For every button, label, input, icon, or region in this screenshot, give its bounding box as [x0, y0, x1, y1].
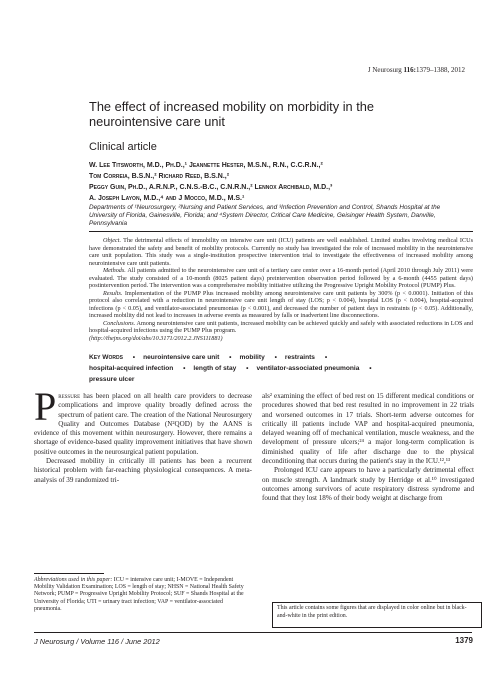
keywords-label: Key Words — [89, 354, 123, 361]
abstract — [89, 237, 473, 342]
footer-journal-info: J Neurosurg / Volume 116 / June 2012 — [34, 637, 160, 646]
abstract-heading: Results. — [103, 289, 123, 297]
keyword: pressure ulcer — [89, 376, 135, 383]
keywords: Key Words • neurointensive care unit • mobility • restraints • hospital-acquired infection • length of stay • ventilator-associated pneumonia • pressure ulcer — [89, 354, 372, 383]
lead-word: ressure — [58, 392, 81, 400]
keyword: ventilator-associated pneumonia — [256, 365, 360, 372]
author: Lennox Archibald, M.D.,³ — [254, 184, 333, 191]
abbreviations-footnote: Abbreviations used in this paper: ICU = intensive care unit; I-MOVE = Independent Mobility Validation Examination; LOS = length of stay; NHSN = National Health Safety Network; PUMP = Progressive Upright Mobility Protocol; SUF = Shands Hospital at the University of Florida; UTI = urinary tract infection; VAP = ventilator-associated pneumonia. — [34, 577, 244, 612]
abstract-results: Results. Implementation of the PUMP Plus increased mobility among neurointensive care unit patients by 300% (p < 0.0001). Initiation of this protocol also correlated with a reduction in neurointensive care unit length of stay (LOS; p < 0.004), hospital LOS (p < 0.004), hospital-acquired infections (p < 0.05), and ventilator-associated pneumonias (p < 0.001), and decreased the number of patient days in restraints (p < 0.05). Additionally, increased mobility did not lead to increases in adverse events as measured by falls or inadvertent line disconnections. — [89, 289, 473, 319]
abstract-conclusions: Conclusions. Among neurointensive care unit patients, increased mobility can be achieved quickly and safely with associated reductions in LOS and hospital-acquired infections using the PUMP Plus program. (http://thejns.org/doi/abs/10.3171/2012.2.JNS111881) — [89, 319, 473, 342]
paragraph: Decreased mobility in critically ill patients has been a recurrent historical problem with far-reaching physiological consequences. A meta-analysis of 39 randomized tri- — [34, 457, 252, 484]
color-note-box: This article contains some figures that are displayed in color online but in black-and-white in the print edition. — [272, 602, 482, 628]
keyword: restraints — [284, 354, 315, 361]
paragraph: has been placed on all health care providers to decrease complications and improve quality broadly defined across the spectrum of patient care. The creation of the National Neurosurgery Quality and Outcomes Database (N²QOD) by the AANS is evidence of this movement within neurosurgery. However, there remains a shortage of evidence-based quality improvement initiatives that have shown positive outcomes in the neurosurgical patient population. — [34, 392, 252, 456]
page-number: 1379 — [455, 636, 473, 645]
journal-name: J Neurosurg — [367, 66, 402, 74]
abstract-object: Object. The detrimental effects of immobility on intensive care unit (ICU) patients are well established. Limited studies involving medical ICUs have demonstrated the safety and benefit of mobility protocols. Currently no study has investigated the role of increased mobility in the neurointensive care unit population. This study was a single-institution prospective intervention trial to investigate the effectiveness of increased mobility among neurointensive care unit patients. — [89, 237, 473, 267]
abstract-heading: Object. — [103, 237, 122, 244]
paragraph: Prolonged ICU care appears to have a particularly detrimental effect on muscle strength. A landmark study by Herridge et al.¹⁰ investigated outcomes among survivors of acute respiratory distress syndrome and found that they lost 18% of their body weight at discharge from — [262, 466, 474, 503]
author: and J Mocco, M.D., M.S.¹ — [165, 195, 245, 202]
abstract-methods: Methods. All patients admitted to the neurointensive care unit of a tertiary care center over a 16-month period (April 2010 through July 2011) were evaluated. The study consisted of a 10-month (8025 patient days) preintervention observation period followed by a 6-month (4455 patient days) postintervention period. The intervention was a comprehensive mobility initiative utilizing the Progressive Upright Mobility Protocol (PUMP) Plus. — [89, 267, 473, 289]
author: A. Joseph Layon, M.D.,⁴ — [89, 195, 164, 202]
journal-pages: 1379–1388, 2012 — [416, 66, 465, 74]
keyword: neurointensive care unit — [143, 354, 220, 361]
author: Richard Reed, B.S.N.,² — [158, 173, 230, 180]
journal-volume: 116: — [403, 66, 416, 74]
body-column-2 — [262, 392, 474, 504]
divider — [89, 231, 473, 232]
author: Tom Correia, B.S.N.,² — [89, 173, 157, 180]
article-type: Clinical article — [89, 141, 157, 153]
footer-rule — [34, 632, 472, 633]
keyword: hospital-acquired infection — [89, 365, 174, 372]
affiliations: Departments of ¹Neurosurgery, ²Nursing and Patient Services, and ³Infection Prevention and Control, Shands Hospital at the University of Florida, Gainesville, Florida; and ⁴System Director, Critical Care Medicine, Geisinger Health System, Danville, Pennsylvania — [89, 204, 441, 228]
author: W. Lee Titsworth, M.D., Ph.D.,¹ — [89, 162, 187, 169]
author: Jeannette Hester, M.S.N., R.N., C.C.R.N.,² — [188, 162, 323, 169]
body-column-1 — [34, 384, 252, 485]
footnote-rule — [34, 573, 104, 574]
doi-link[interactable]: (http://thejns.org/doi/abs/10.3171/2012.2.JNS111881) — [89, 334, 223, 342]
paragraph: als² examining the effect of bed rest on 15 different medical conditions or procedures showed that bed rest resulted in no improvement in 22 trials and worsened outcomes in 17 trials. Short-term adverse outcomes for critically ill patients include VAP and hospital-acquired pneumonia, delayed weaning off of mechanical ventilation, muscle weakness, and the development of pressure ulcers;²⁴ a major long-term complication is diminished quality of life after discharge due to the physical deconditioning that occurs during the patient's stay in the ICU.¹²,¹³ — [262, 392, 474, 466]
article-title: The effect of increased mobility on morbidity in the neurointensive care unit — [89, 99, 374, 129]
author: Peggy Guin, Ph.D., A.R.N.P., C.N.S.-B.C., C.N.R.N.,² — [89, 184, 253, 191]
abbreviations-label: Abbreviations used in this paper: — [34, 577, 113, 583]
author-list — [89, 160, 469, 204]
abstract-heading: Methods. — [103, 267, 126, 274]
journal-reference — [368, 66, 465, 74]
abstract-heading: Conclusions. — [103, 319, 136, 327]
keyword: mobility — [239, 354, 265, 361]
drop-cap: P — [34, 384, 57, 429]
keyword: length of stay — [193, 365, 237, 372]
